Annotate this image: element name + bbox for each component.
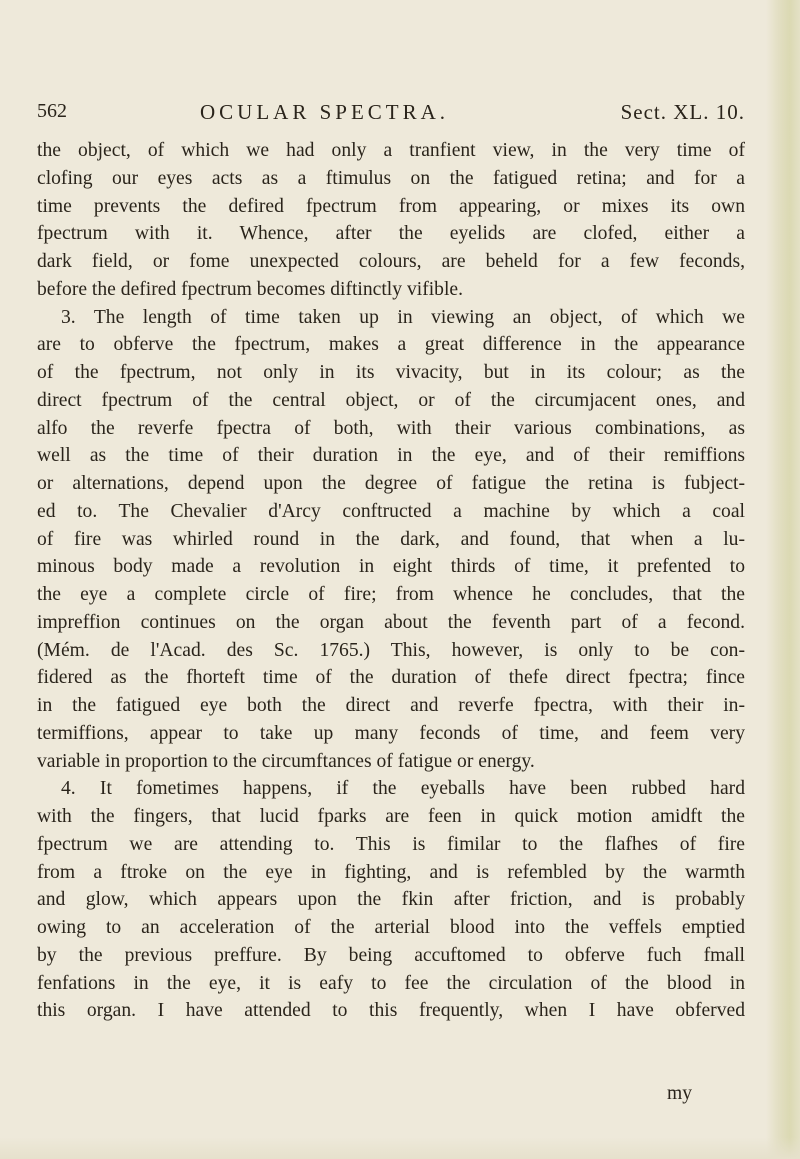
text-line: before the defired fpectrum becomes diftinctly vifible. bbox=[37, 278, 463, 300]
catchword: my bbox=[667, 1083, 693, 1104]
text-line: of fire was whirled round in the dark, and found, that when a lu- bbox=[37, 528, 745, 550]
text-line: fidered as the fhorteft time of the duration of thefe direct fpectra; fince bbox=[37, 667, 745, 689]
text-line: well as the time of their duration in the eye, and of their remiffions bbox=[37, 445, 745, 467]
page-edge-shading bbox=[766, 0, 800, 1159]
text-line: with the fingers, that lucid fparks are feen in quick motion amidft the bbox=[37, 806, 745, 827]
text-line: termiffions, appear to take up many feconds of time, and feem very bbox=[37, 722, 745, 744]
text-line: clofing our eyes acts as a ftimulus on the fatigued retina; and for a bbox=[37, 167, 745, 189]
running-header bbox=[37, 100, 745, 130]
text-line: time prevents the defired fpectrum from appearing, or mixes its own bbox=[37, 195, 745, 217]
text-line: the eye a complete circle of fire; from whence he concludes, that the bbox=[37, 584, 745, 605]
text-line: direct fpectrum of the central object, or of the circumjacent ones, and bbox=[37, 389, 745, 411]
text-line: this organ. I have attended to this frequently, when I have obferved bbox=[37, 1000, 745, 1022]
text-line: fpectrum with it. Whence, after the eyelids are clofed, either a bbox=[37, 223, 745, 245]
section-reference: Sect. XL. 10. bbox=[620, 100, 745, 124]
text-line: in the fatigued eye both the direct and reverfe fpectra, with their in- bbox=[37, 695, 745, 716]
text-line: ed to. The Chevalier d'Arcy conftructed a machine by which a coal bbox=[37, 500, 745, 522]
text-line: and glow, which appears upon the fkin after friction, and is probably bbox=[37, 889, 745, 911]
text-line: minous body made a revolution in eight thirds of time, it prefented to bbox=[37, 556, 745, 578]
page-bottom-shading bbox=[0, 1137, 800, 1159]
running-title: OCULAR SPECTRA. bbox=[200, 100, 450, 124]
text-line: impreffion continues on the organ about the feventh part of a fecond. bbox=[37, 611, 745, 633]
text-line: are to obferve the fpectrum, makes a great difference in the appearance bbox=[37, 334, 745, 356]
paragraph-4-start: 4. It fometimes happens, if the eyeballs have been rubbed hard bbox=[61, 778, 745, 800]
text-line: alfo the reverfe fpectra of both, with their various combinations, as bbox=[37, 417, 745, 439]
text-line: fenfations in the eye, it is eafy to fee the circulation of the blood in bbox=[37, 972, 745, 994]
text-line: the object, of which we had only a tranfient view, in the very time of bbox=[37, 140, 745, 161]
text-line: by the previous preffure. By being accuftomed to obferve fuch fmall bbox=[37, 944, 745, 966]
text-line: (Mém. de l'Acad. des Sc. 1765.) This, however, is only to be con- bbox=[37, 639, 745, 661]
page-number: 562 bbox=[37, 100, 67, 122]
text-line: dark field, or fome unexpected colours, are beheld for a few feconds, bbox=[37, 251, 745, 272]
text-line: variable in proportion to the circumftances of fatigue or energy. bbox=[37, 750, 535, 772]
body-text bbox=[37, 137, 745, 1025]
text-line: or alternations, depend upon the degree of fatigue the retina is fubject- bbox=[37, 473, 745, 494]
text-line: fpectrum we are attending to. This is fimilar to the flafhes of fire bbox=[37, 833, 745, 855]
text-line: from a ftroke on the eye in fighting, and is refembled by the warmth bbox=[37, 861, 745, 883]
paragraph-3-start: 3. The length of time taken up in viewing an object, of which we bbox=[61, 306, 745, 328]
text-line: owing to an acceleration of the arterial blood into the veffels emptied bbox=[37, 917, 745, 938]
text-line: of the fpectrum, not only in its vivacity, but in its colour; as the bbox=[37, 362, 745, 383]
